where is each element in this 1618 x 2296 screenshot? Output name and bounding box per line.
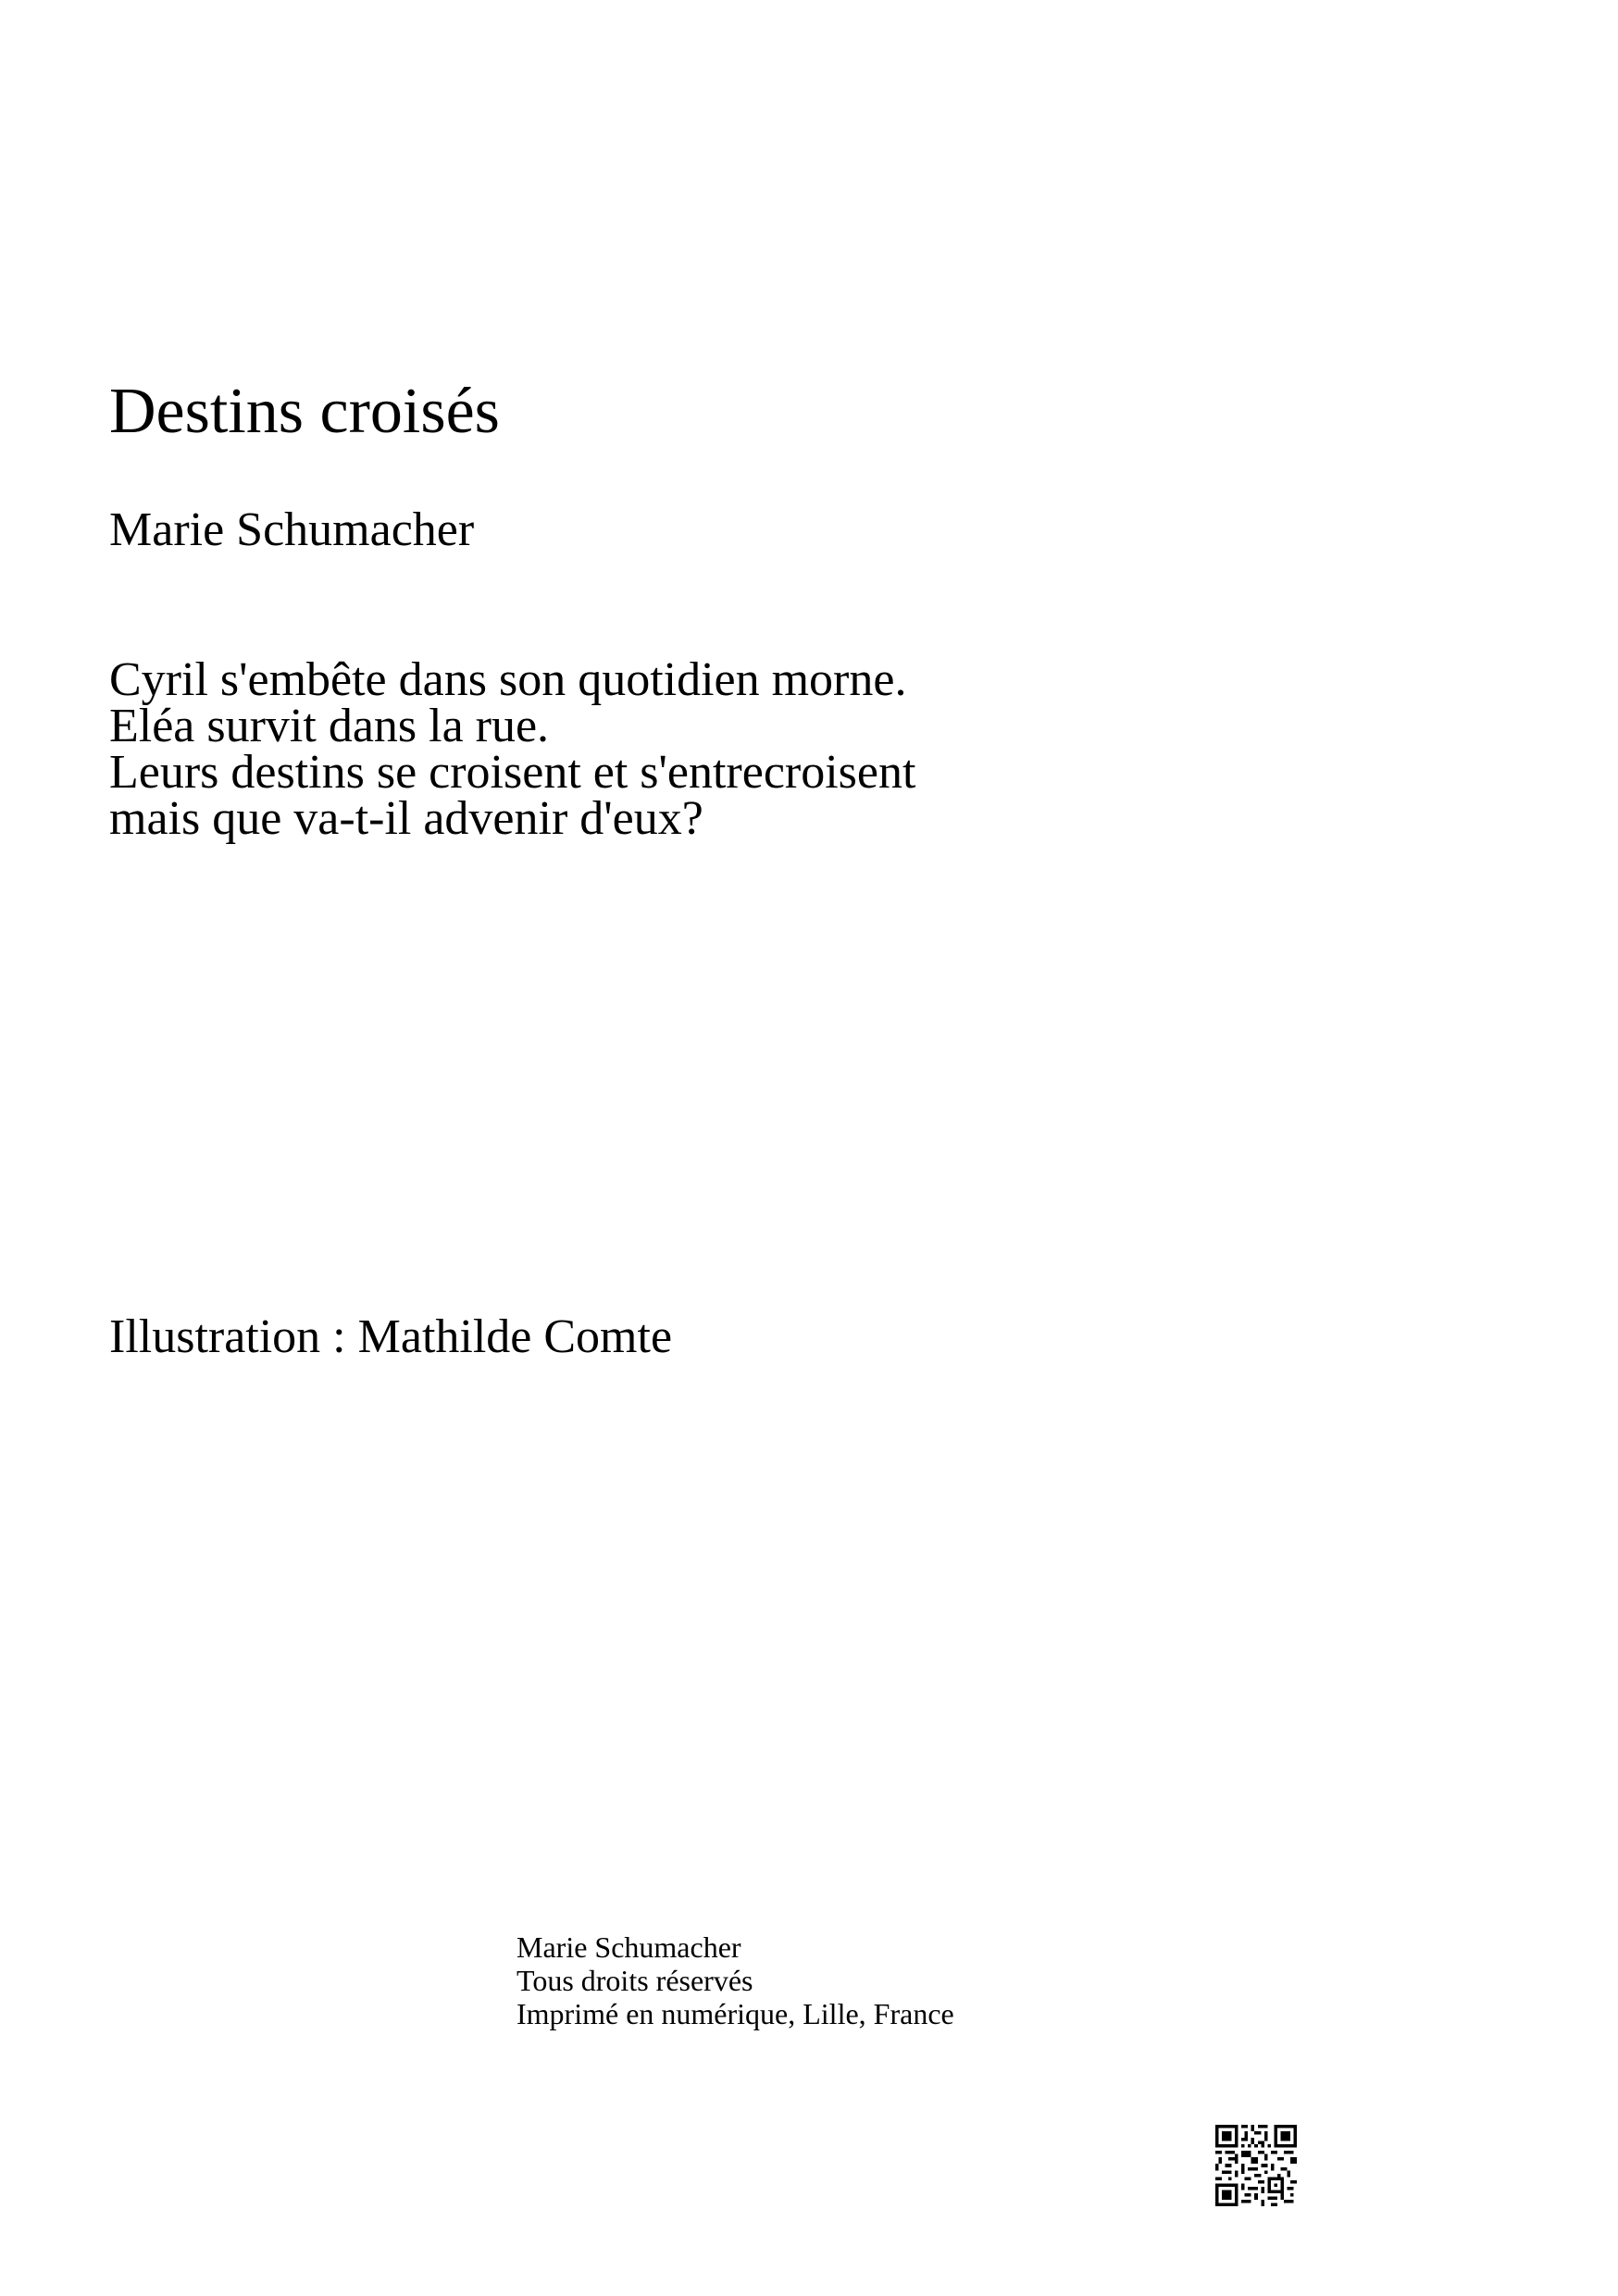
qr-code-icon	[1215, 2125, 1297, 2206]
blurb-line: Leurs destins se croisent et s'entrecroisent	[109, 746, 916, 799]
colophon-line: Marie Schumacher	[517, 1930, 741, 1964]
illustration-credit: Illustration : Mathilde Comte	[109, 1310, 673, 1363]
book-blurb	[109, 653, 916, 845]
colophon-line: Tous droits réservés	[517, 1964, 753, 1997]
colophon	[517, 1930, 954, 2030]
blurb-line: mais que va-t-il advenir d'eux?	[109, 792, 703, 845]
author-name: Marie Schumacher	[109, 503, 475, 556]
blurb-line: Eléa survit dans la rue.	[109, 700, 550, 752]
page-title: Destins croisés	[109, 376, 500, 447]
colophon-line: Imprimé en numérique, Lille, France	[517, 1997, 954, 2030]
blurb-line: Cyril s'embête dans son quotidien morne.	[109, 653, 907, 706]
